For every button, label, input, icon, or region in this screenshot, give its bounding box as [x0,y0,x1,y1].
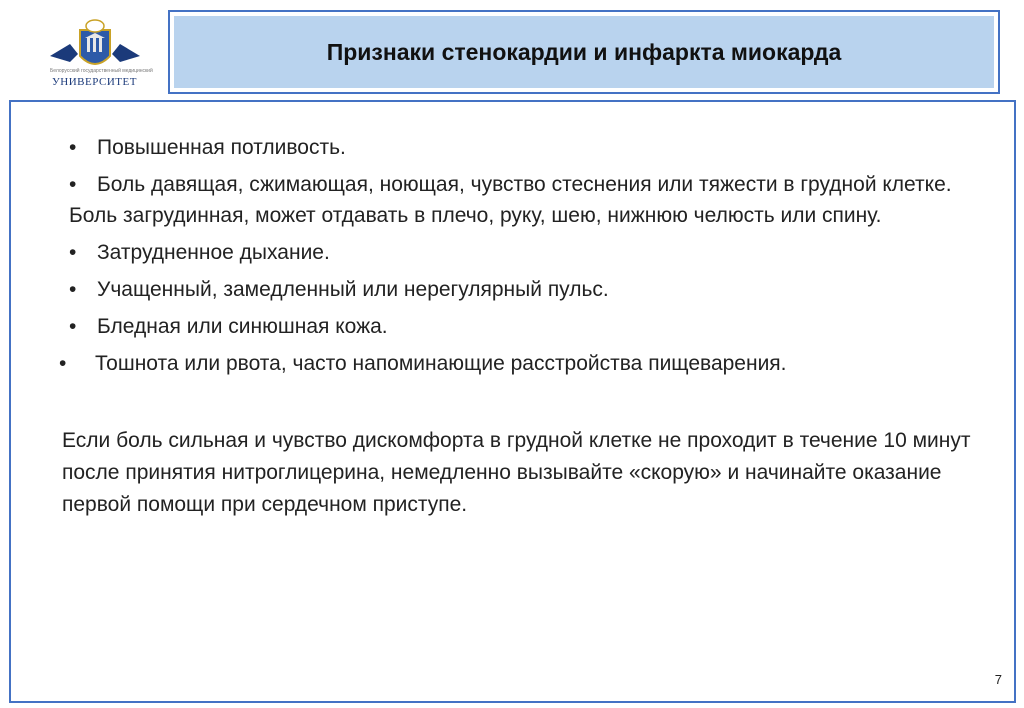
list-item-text: Бледная или синюшная кожа. [97,315,388,338]
bullet-icon: • [69,278,77,301]
bullet-icon: • [59,352,67,375]
bullet-icon: • [69,173,77,196]
list-item-text: Тошнота или рвота, часто напоминающие расстройства пищеварения. [95,352,787,375]
list-item [69,237,999,268]
list-item-text: Учащенный, замедленный или нерегулярный пульс. [97,278,609,301]
list-item [69,274,999,305]
title-banner [174,16,994,88]
bullet-icon: • [69,315,77,338]
list-item [69,311,999,342]
list-item-text: Затрудненное дыхание. [97,241,330,264]
logo-subtitle: Белорусский государственный медицинский [50,68,153,74]
symptom-list [59,132,999,385]
list-item [59,348,999,379]
list-item-text: Боль давящая, сжимающая, ноющая, чувство стеснения или тяжести в грудной клетке. Боль загрудинная, может отдавать в плечо, руку, шею, нижнюю челюсть или спину. [69,173,952,227]
slide-title: Признаки стенокардии и инфаркта миокарда [326,38,842,65]
list-item-text: Повышенная потливость. [97,136,346,159]
bullet-icon: • [69,241,77,264]
content-frame [9,100,1016,703]
warning-paragraph: Если боль сильная и чувство дискомфорта в грудной клетке не проходит в течение 10 минут после принятия нитроглицерина, немедленно вызывайте «скорую» и начинайте оказание первой помощи при сердечном приступе. [62,429,971,516]
page-number: 7 [994,672,1002,687]
title-frame [168,10,1000,94]
list-item [69,132,999,163]
university-logo [40,18,153,96]
list-item [69,169,999,231]
logo-name: УНИВЕРСИТЕТ [52,76,137,88]
bullet-icon: • [69,136,77,159]
